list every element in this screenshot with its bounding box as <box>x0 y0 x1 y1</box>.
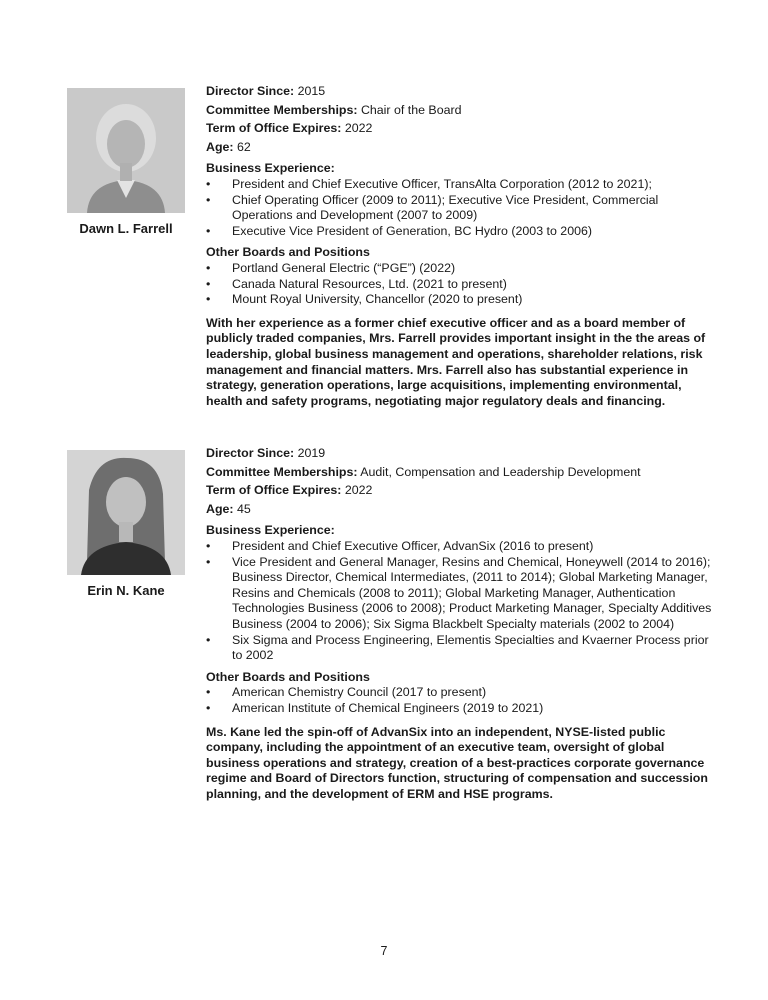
other-boards-heading: Other Boards and Positions <box>206 669 370 684</box>
director-summary: Ms. Kane led the spin-off of AdvanSix into an independent, NYSE-listed public company, including the appointment of an executive team, oversight of global business operations and strategy, creation of a best-practices corporate governance regime and Board of Directors function, structuring of compensation and succession planning, and the development of ERM and HSE programs. <box>206 724 708 801</box>
age: Age: 45 <box>206 501 251 516</box>
business-experience-heading: Business Experience: <box>206 523 335 538</box>
director-summary: With her experience as a former chief executive officer and as a board member of publicly traded companies, Mrs. Farrell provides important insight in the the areas of leadership, global business management and operations, shareholder relations, risk management and financial matters. Mrs. Farrell also has substantial experience in strategy, generation operations, large acquisitions, implementing environmental, health and safety programs, negotiating major regulatory deals and financing. <box>206 315 706 408</box>
list-item: • Executive Vice President of Generation, BC Hydro (2003 to 2006) <box>206 224 716 240</box>
business-experience-heading: Business Experience: <box>206 161 335 176</box>
page-number: 7 <box>380 944 388 958</box>
director-photo <box>67 88 185 213</box>
director-name: Erin N. Kane <box>87 583 165 598</box>
list-item: • Portland General Electric (“PGE”) (2022) <box>206 261 716 277</box>
director-info <box>206 446 716 802</box>
business-experience-list <box>206 539 716 664</box>
director-since: Director Since: 2019 <box>206 446 326 460</box>
photo-column <box>58 450 194 598</box>
business-experience-list <box>206 177 716 239</box>
list-item: • American Institute of Chemical Engineers (2019 to 2021) <box>206 701 716 717</box>
director-photo <box>67 450 185 575</box>
director-name: Dawn L. Farrell <box>79 221 173 236</box>
list-item: • Vice President and General Manager, Resins and Chemical, Honeywell (2014 to 2016); Business Director, Chemical Intermediates, (2011 to 2014); Global Marketing Manager, Resins and Chemicals (2008 to 2011); Global Marketing Manager, Authentication Technologies Business (2006 to 2008); Product Marketing Manager, Specialty Additives Business (2004 to 2006); Six Sigma Blackbelt Specialty materials (2002 to 2004) <box>206 555 716 633</box>
list-item: • American Chemistry Council (2017 to present) <box>206 685 716 701</box>
age: Age: 62 <box>206 139 251 154</box>
list-item: • Mount Royal University, Chancellor (2020 to present) <box>206 292 716 308</box>
photo-column <box>58 88 194 236</box>
list-item: • President and Chief Executive Officer, AdvanSix (2016 to present) <box>206 539 716 555</box>
term-of-office: Term of Office Expires: 2022 <box>206 121 373 136</box>
list-item: • Canada Natural Resources, Ltd. (2021 to present) <box>206 277 716 293</box>
other-boards-heading: Other Boards and Positions <box>206 245 370 260</box>
list-item: • Chief Operating Officer (2009 to 2011); Executive Vice President, Commercial Operations and Development (2007 to 2009) <box>206 193 716 224</box>
committee-memberships: Committee Memberships: Audit, Compensation and Leadership Development <box>206 464 641 479</box>
term-of-office: Term of Office Expires: 2022 <box>206 483 373 498</box>
other-boards-list <box>206 261 716 308</box>
list-item: • Six Sigma and Process Engineering, Elementis Specialties and Kvaerner Process prior to 2002 <box>206 633 716 664</box>
director-since: Director Since: 2015 <box>206 84 326 98</box>
other-boards-list <box>206 685 716 716</box>
director-info <box>206 84 716 409</box>
list-item: • President and Chief Executive Officer, TransAlta Corporation (2012 to 2021); <box>206 177 716 193</box>
committee-memberships: Committee Memberships: Chair of the Board <box>206 102 462 117</box>
